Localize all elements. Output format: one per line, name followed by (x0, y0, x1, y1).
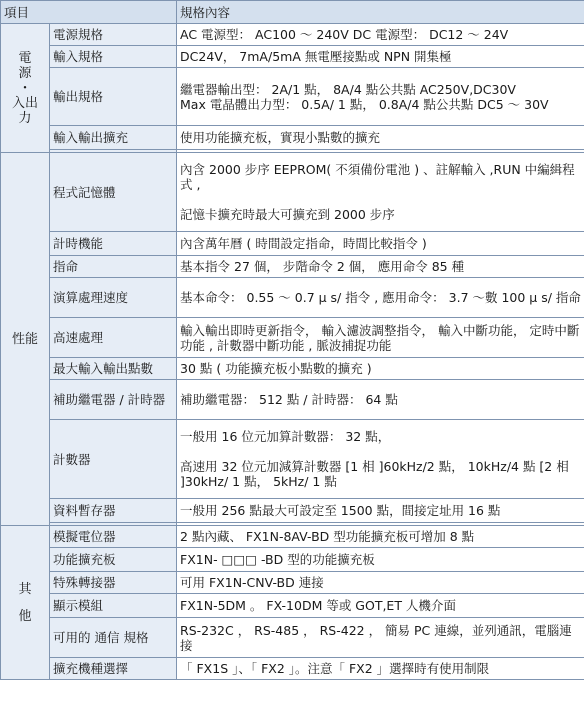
row-special-adapter (1, 572, 584, 594)
item-value: FX1N- □□□ -BD 型的功能擴充板 (177, 548, 584, 572)
item-label: 可用的 通信 規格 (50, 618, 177, 658)
row-high-speed (1, 318, 584, 358)
item-value: AC 電源型： AC100 ～ 240V DC 電源型： DC12 ～ 24V (177, 24, 584, 46)
value-line: Max 電晶體出力型： 0.5A/ 1 點， 0.8A/4 點公共點 DC5 ～ 30V (180, 96, 549, 112)
item-label: 模擬電位器 (50, 526, 177, 548)
group-io-char: 源 (18, 65, 32, 81)
row-func-board (1, 548, 584, 572)
item-value: 補助繼電器： 512 點 / 計時器： 64 點 (177, 380, 584, 420)
item-label: 擴充機種選擇 (50, 658, 177, 680)
row-comm-spec (1, 618, 584, 658)
item-label: 指命 (50, 256, 177, 278)
group-io-char: 入出 (11, 95, 38, 111)
row-output (1, 68, 584, 126)
value-line: 繼電器輸出型： 2A/1 點， 8A/4 點公共點 AC250V,DC30V (180, 81, 516, 97)
row-analog-pot (1, 526, 584, 548)
row-io-expand (1, 126, 584, 150)
item-label: 高速處理 (50, 318, 177, 358)
item-label: 功能擴充板 (50, 548, 177, 572)
row-calc-speed (1, 278, 584, 318)
row-program-memory (1, 153, 584, 232)
item-value (177, 420, 584, 499)
row-input (1, 46, 584, 68)
header-item: 項目 (1, 1, 177, 24)
item-value (177, 153, 584, 232)
row-timer-func (1, 232, 584, 256)
item-value: 「 FX1S 」、「 FX2 」。注意「 FX2 」選擇時有使用制限 (177, 658, 584, 680)
item-value: 2 點內藏、 FX1N-8AV-BD 型功能擴充板可增加 8 點 (177, 526, 584, 548)
row-instruction (1, 256, 584, 278)
item-value: RS-232C ， RS-485 ， RS-422 ， 簡易 PC 連線，並列通訊，電腦連接 (177, 618, 584, 658)
row-expansion-select (1, 658, 584, 680)
row-data-register (1, 499, 584, 523)
value-line: 內含 2000 步序 EEPROM( 不須備份電池 ) 、註解輸入 ,RUN 中編緝程式 , (180, 162, 575, 192)
item-label: 輸出規格 (50, 68, 177, 126)
item-value: 基本指令 27 個， 步階命令 2 個， 應用命令 85 種 (177, 256, 584, 278)
row-power (1, 24, 584, 46)
group-other-char: 其 (18, 581, 32, 597)
group-perf-label: 性能 (1, 153, 50, 526)
row-max-io (1, 358, 584, 380)
value-line: 記憶卡擴充時最大可擴充到 2000 步序 (180, 207, 395, 222)
row-aux-relay (1, 380, 584, 420)
header-spec: 規格內容 (177, 1, 584, 24)
item-label: 程式記憶體 (50, 153, 177, 232)
row-display-module (1, 594, 584, 618)
item-value: 使用功能擴充板，實現小點數的擴充 (177, 126, 584, 150)
group-io-label (1, 24, 50, 153)
item-label: 演算處理速度 (50, 278, 177, 318)
item-value: DC24V， 7mA/5mA 無電壓接點或 NPN 開集極 (177, 46, 584, 68)
item-value: 一般用 256 點最大可設定至 1500 點，間接定址用 16 點 (177, 499, 584, 523)
item-label: 最大輸入輸出點數 (50, 358, 177, 380)
group-other-char: 他 (18, 608, 32, 624)
item-label: 特殊轉接器 (50, 572, 177, 594)
item-label: 補助繼電器 / 計時器 (50, 380, 177, 420)
item-value: 可用 FX1N-CNV-BD 連接 (177, 572, 584, 594)
group-io-char: 電 (18, 50, 32, 66)
item-label: 輸入輸出擴充 (50, 126, 177, 150)
item-label: 輸入規格 (50, 46, 177, 68)
group-other-label (1, 526, 50, 680)
item-value (177, 68, 584, 126)
row-counter (1, 420, 584, 499)
group-io-char: 力 (18, 110, 32, 126)
item-label: 電源規格 (50, 24, 177, 46)
item-value: 基本命令： 0.55 ～ 0.7 μ s/ 指令 , 應用命令： 3.7 ～數 100 μ s/ 指命 (177, 278, 584, 318)
value-line: 高速用 32 位元加減算計數器 [1 相 ]60kHz/2 點， 10kHz/4 點 [2 相 ]30kHz/ 1 點， 5kHz/ 1 點 (180, 459, 569, 489)
item-value: FX1N-5DM 。 FX-10DM 等或 GOT,ET 人機介面 (177, 594, 584, 618)
item-value: 輸入輸出即時更新指令， 輸入濾波調整指令， 輸入中斷功能， 定時中斷功能 , 計數器中斷功能 , 脈波捕捉功能 (177, 318, 584, 358)
item-label: 計數器 (50, 420, 177, 499)
item-label: 計時機能 (50, 232, 177, 256)
item-label: 顯示模組 (50, 594, 177, 618)
header-row (1, 1, 584, 24)
item-label: 資料暫存器 (50, 499, 177, 523)
value-line: 一般用 16 位元加算計數器： 32 點， (180, 429, 391, 444)
group-io-char: ・ (18, 80, 32, 96)
item-value: 30 點 ( 功能擴充板小點數的擴充 ) (177, 358, 584, 380)
item-value: 內含萬年曆 ( 時間設定指命，時間比較指令 ) (177, 232, 584, 256)
